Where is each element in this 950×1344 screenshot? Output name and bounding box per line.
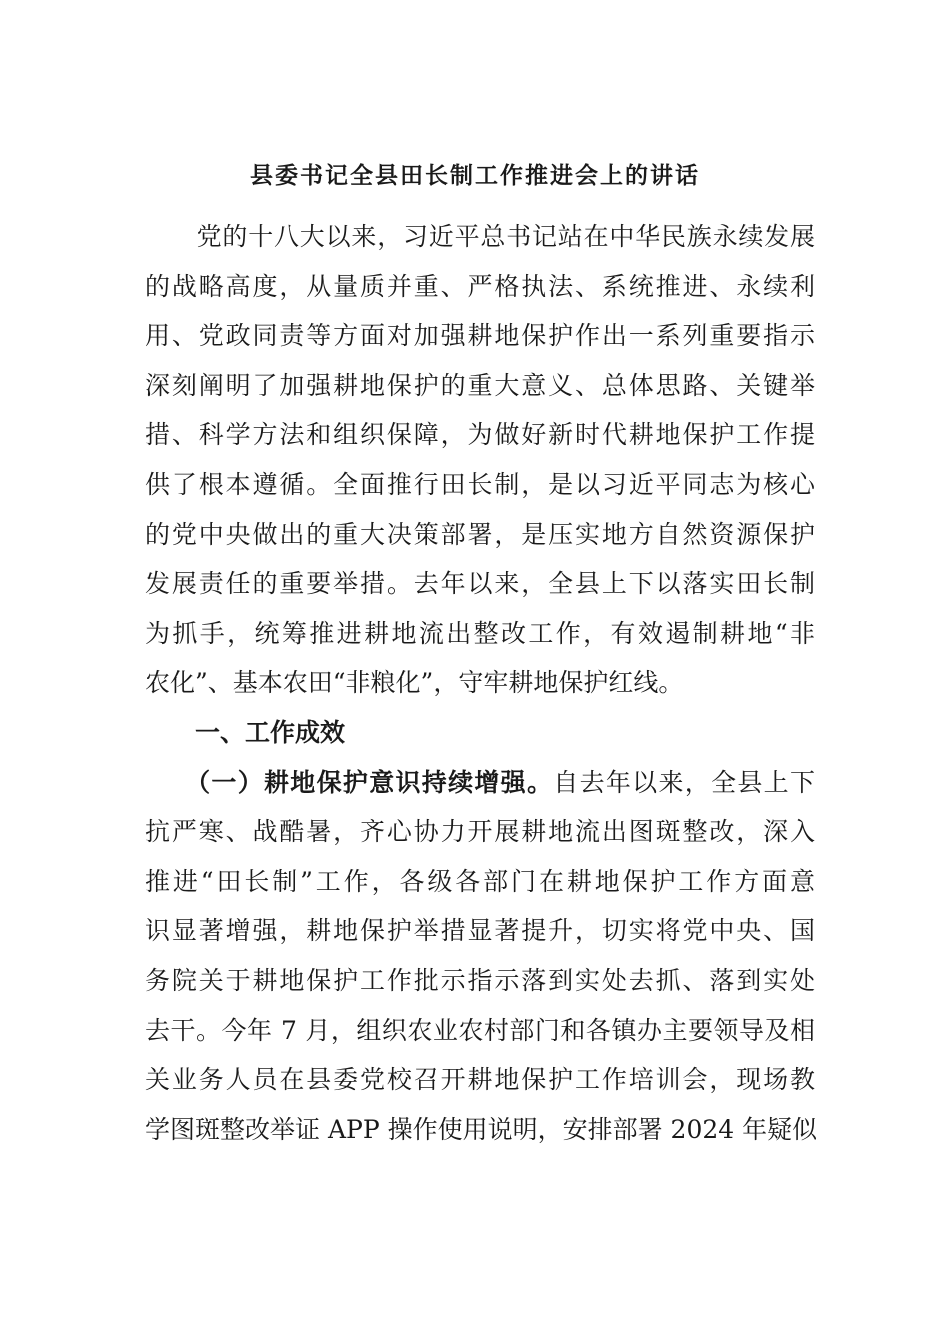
intro-line: 措、科学方法和组织保障，为做好新时代耕地保护工作提 <box>145 420 815 450</box>
intro-line: 用、党政同责等方面对加强耕地保护作出一系列重要指示 <box>145 321 815 351</box>
subsection-line: 关业务人员在县委党校召开耕地保护工作培训会，现场教 <box>145 1065 815 1095</box>
subsection-line: 去干。今年 7 月，组织农业农村部门和各镇办主要领导及相 <box>145 1015 815 1045</box>
subsection-line: 推进“田长制”工作，各级各部门在耕地保护工作方面意 <box>145 866 815 896</box>
body-text <box>145 212 818 1154</box>
subsection-line: 识显著增强，耕地保护举措显著提升，切实将党中央、国 <box>145 916 815 946</box>
intro-line: 的党中央做出的重大决策部署，是压实地方自然资源保护 <box>145 519 815 549</box>
intro-line: 深刻阐明了加强耕地保护的重大意义、总体思路、关键举 <box>145 370 815 400</box>
document-title: 县委书记全县田长制工作推进会上的讲话 <box>250 162 700 189</box>
intro-line: 的战略高度，从量质并重、严格执法、系统推进、永续利 <box>145 271 815 301</box>
section-heading: 一、工作成效 <box>145 717 346 747</box>
subsection-line: 抗严寒、战酷暑，齐心协力开展耕地流出图斑整改，深入 <box>145 817 815 847</box>
subsection-line: 务院关于耕地保护工作批示指示落到实处去抓、落到实处 <box>145 965 815 995</box>
intro-line: 为抓手，统筹推进耕地流出整改工作，有效遏制耕地“非 <box>145 618 815 648</box>
subsection-first-line <box>145 758 815 808</box>
subsection-heading: （一）耕地保护意识持续增强。 <box>145 767 554 797</box>
intro-line: 发展责任的重要举措。去年以来，全县上下以落实田长制 <box>145 569 815 599</box>
intro-line: 农化”、基本农田“非粮化”，守牢耕地保护红线。 <box>145 668 684 698</box>
subsection-line: 学图斑整改举证 APP 操作使用说明，安排部署 2024 年疑似 <box>145 1114 818 1144</box>
subsection-text: 自去年以来，全县上下 <box>553 767 815 797</box>
intro-line: 供了根本遵循。全面推行田长制，是以习近平同志为核心 <box>145 469 815 499</box>
intro-line: 党的十八大以来，习近平总书记站在中华民族永续发展 <box>145 222 815 251</box>
